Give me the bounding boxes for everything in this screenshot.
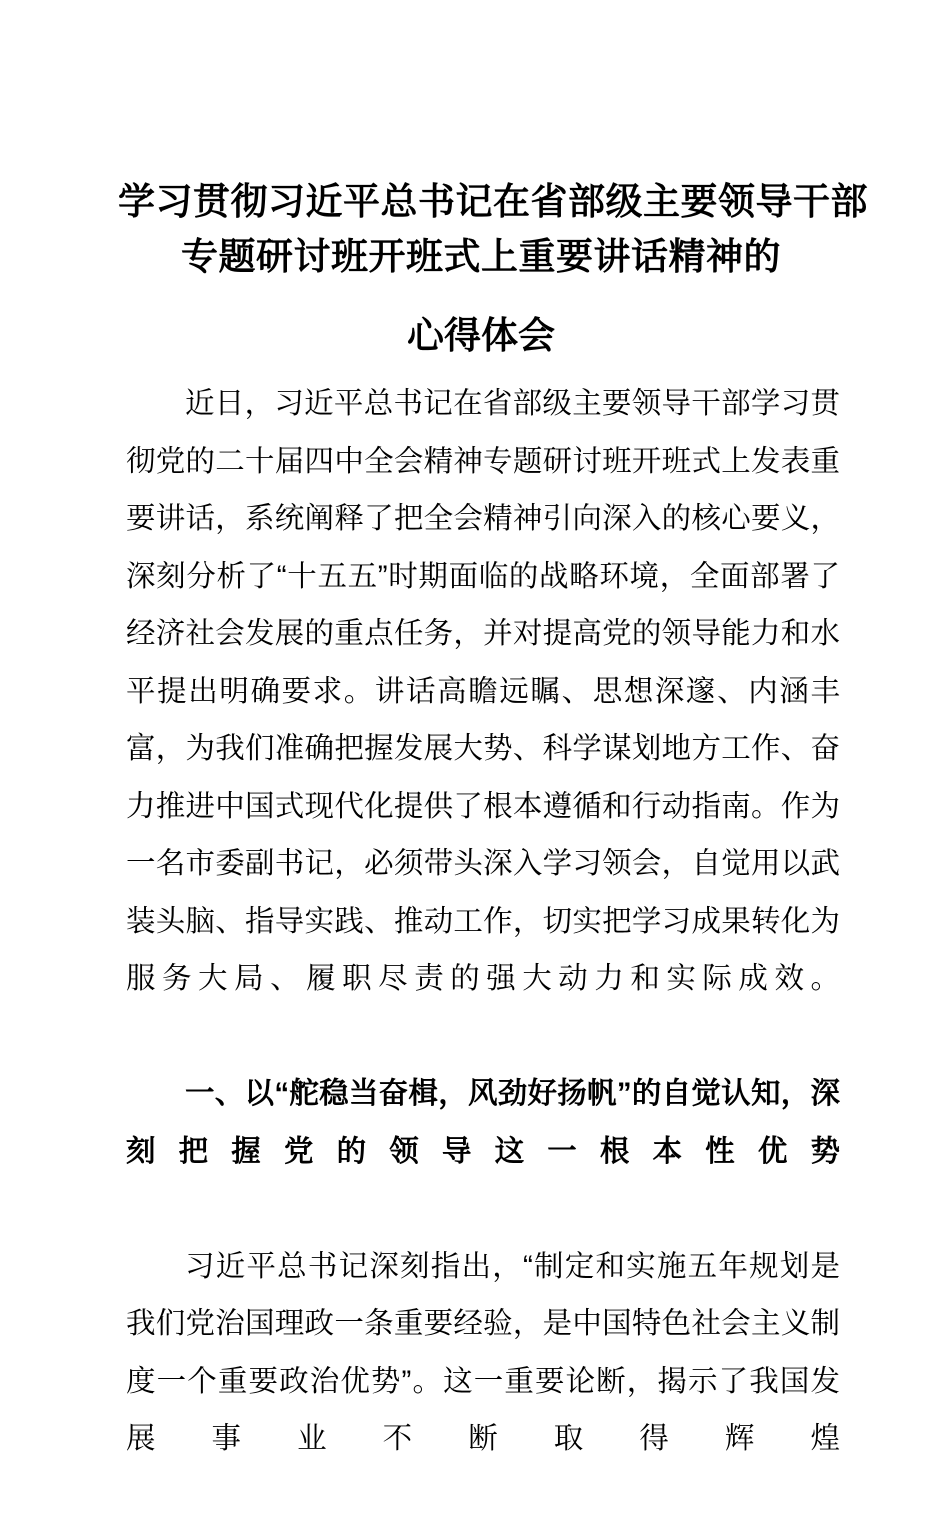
title-line-3: 心得体会	[118, 308, 844, 363]
body-paragraph-2: 习近平总书记深刻指出，“制定和实施五年规划是我们党治国理政一条重要经验，是中国特色社会主义制度一个重要政治优势”。这一重要论断，揭示了我国发展事业不断取得辉煌	[126, 1238, 840, 1525]
body-paragraph-1: 近日，习近平总书记在省部级主要领导干部学习贯彻党的二十届四中全会精神专题研讨班开班式上发表重要讲话，系统阐释了把全会精神引向深入的核心要义，深刻分析了“十五五”时期面临的战略环境，全面部署了经济社会发展的重点任务，并对提高党的领导能力和水平提出明确要求。讲话高瞻远瞩、思想深邃、内涵丰富，为我们准确把握发展大势、科学谋划地方工作、奋力推进中国式现代化提供了根本遵循和行动指南。作为一名市委副书记，必须带头深入学习领会，自觉用以武装头脑、指导实践、推动工作，切实把学习成果转化为服务大局、履职尽责的强大动力和实际成效。	[126, 375, 840, 1065]
section-heading-1: 一、以“舵稳当奋楫，风劲好扬帆”的自觉认知，深刻把握党的领导这一根本性优势	[126, 1065, 840, 1238]
title-line-1: 学习贯彻习近平总书记在省部级主要领导干部	[118, 174, 844, 229]
title-line-2: 专题研讨班开班式上重要讲话精神的	[118, 229, 844, 284]
document-title	[118, 174, 844, 363]
document-body	[126, 375, 840, 1525]
